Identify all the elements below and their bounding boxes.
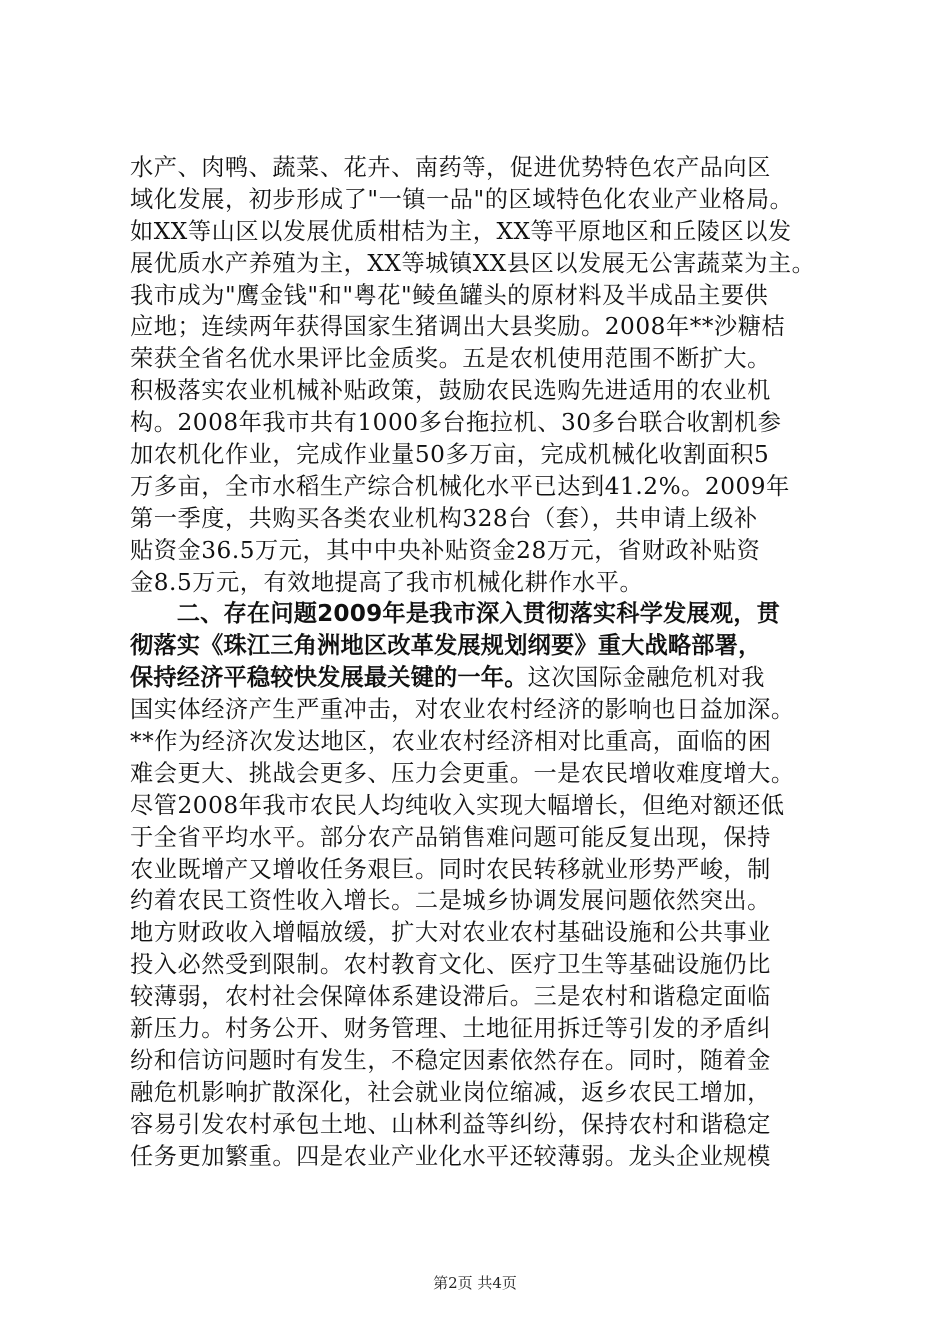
text-line: 加农机化作业，完成作业量50多万亩，完成机械化收割面积5 [130, 441, 770, 469]
page-number-label: 第2页 共4页 [433, 1274, 517, 1292]
text-line: 于全省平均水平。部分农产品销售难问题可能反复出现，保持 [130, 823, 771, 851]
text-line: 贴资金36.5万元，其中中央补贴资金28万元，省财政补贴资 [130, 536, 761, 564]
text-line: 约着农民工资性收入增长。二是城乡协调发展问题依然突出。 [130, 887, 771, 915]
text-line: 金8.5万元，有效地提高了我市机械化耕作水平。 [130, 568, 644, 596]
text-line: 我市成为"鹰金钱"和"粤花"鲮鱼罐头的原材料及半成品主要供 [130, 281, 769, 309]
section-heading-tail: 保持经济平稳较快发展最关键的一年。 [130, 664, 528, 692]
text-line: 较薄弱，农村社会保障体系建设滞后。三是农村和谐稳定面临 [130, 983, 771, 1011]
text-line: 构。2008年我市共有1000多台拖拉机、30多台联合收割机参 [130, 409, 782, 437]
text-line: 难会更大、挑战会更多、压力会更重。一是农民增收难度增大。 [130, 759, 795, 787]
text-line: 万多亩，全市水稻生产综合机械化水平已达到41.2%。2009年 [130, 472, 790, 500]
text-line: 应地；连续两年获得国家生猪调出大县奖励。2008年**沙糖桔 [130, 313, 786, 341]
text-line: 国实体经济产生严重冲击，对农业农村经济的影响也日益加深。 [130, 696, 795, 724]
text-line: 容易引发农村承包土地、山林利益等纠纷，保持农村和谐稳定 [130, 1110, 771, 1138]
mixed-line [130, 662, 830, 694]
section-heading-line: 二、存在问题2009年是我市深入贯彻落实科学发展观，贯 [130, 600, 781, 628]
text-segment: 这次国际金融危机对我 [527, 664, 765, 692]
page-footer [0, 1272, 950, 1293]
text-line: 水产、肉鸭、蔬菜、花卉、南药等，促进优势特色农产品向区 [130, 154, 771, 181]
text-line: 展优质水产养殖为主，XX等城镇XX县区以发展无公害蔬菜为主。 [130, 249, 816, 277]
text-line: 投入必然受到限制。农村教育文化、医疗卫生等基础设施仍比 [130, 951, 771, 979]
section-heading-line: 彻落实《珠江三角洲地区改革发展规划纲要》重大战略部署， [130, 632, 762, 660]
text-line: **作为经济次发达地区，农业农村经济相对比重高，面临的困 [130, 728, 772, 756]
text-line: 融危机影响扩散深化，社会就业岗位缩减，返乡农民工增加， [130, 1078, 771, 1106]
body-text [130, 152, 830, 1173]
text-line: 荣获全省名优水果评比金质奖。五是农机使用范围不断扩大。 [130, 345, 771, 373]
text-line: 新压力。村务公开、财务管理、土地征用拆迁等引发的矛盾纠 [130, 1015, 771, 1043]
text-line: 积极落实农业机械补贴政策，鼓励农民选购先进适用的农业机 [130, 377, 771, 405]
text-line: 尽管2008年我市农民人均纯收入实现大幅增长，但绝对额还低 [130, 791, 785, 819]
text-line: 农业既增产又增收任务艰巨。同时农民转移就业形势严峻，制 [130, 855, 771, 883]
text-line: 地方财政收入增幅放缓，扩大对农业农村基础设施和公共事业 [130, 919, 771, 947]
text-line: 域化发展，初步形成了"一镇一品"的区域特色化农业产业格局。 [130, 185, 794, 213]
text-line: 纷和信访问题时有发生，不稳定因素依然存在。同时，随着金 [130, 1046, 771, 1074]
text-line: 如XX等山区以发展优质柑桔为主，XX等平原地区和丘陵区以发 [130, 217, 792, 245]
text-line: 任务更加繁重。四是农业产业化水平还较薄弱。龙头企业规模 [130, 1142, 771, 1170]
text-line: 第一季度，共购买各类农业机构328台（套），共申请上级补 [130, 504, 758, 532]
